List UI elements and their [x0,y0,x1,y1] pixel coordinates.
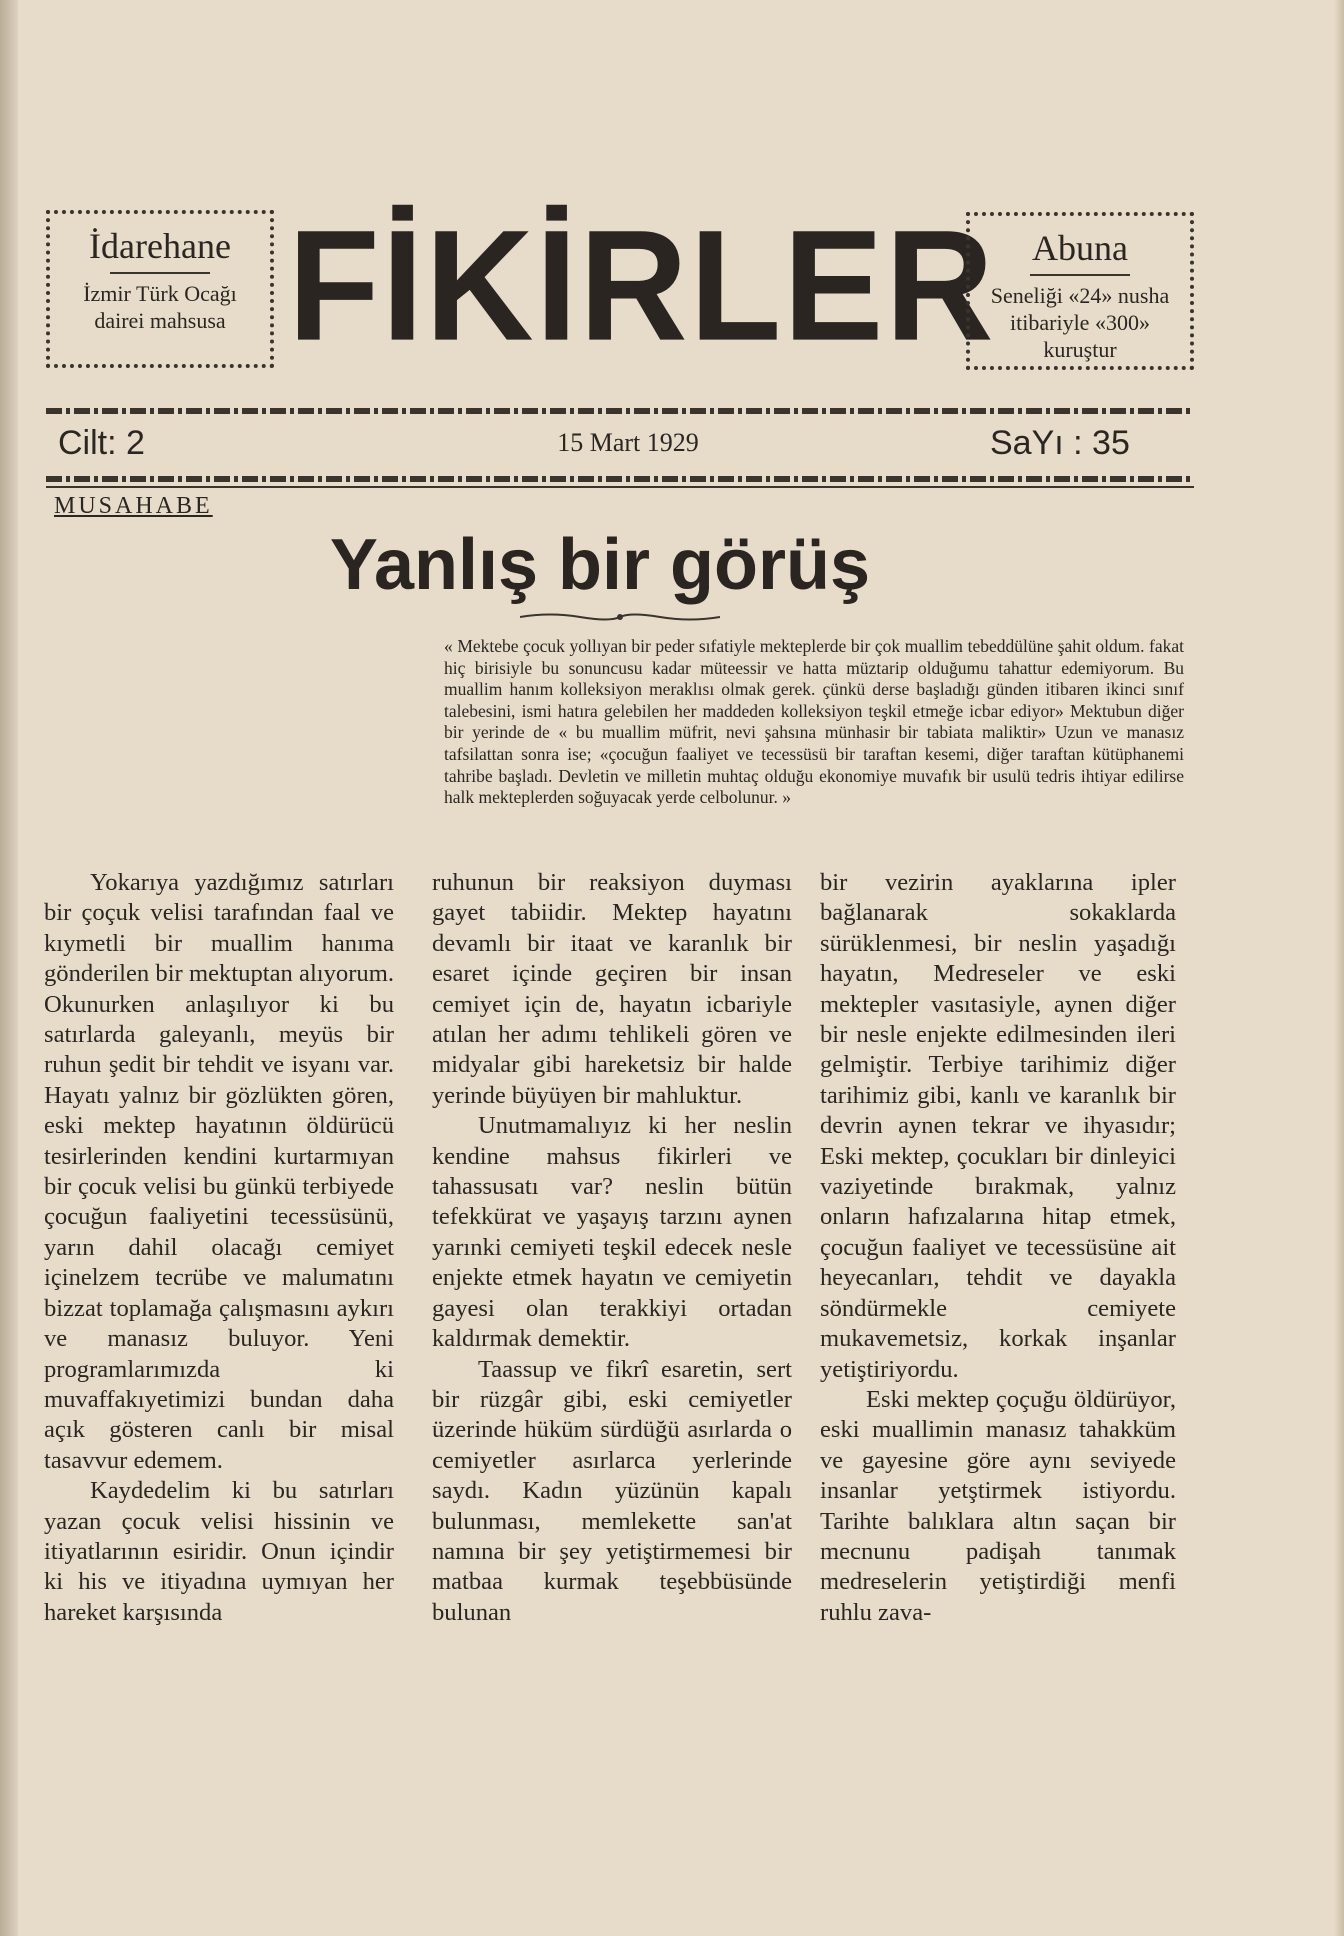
paragraph: Unutmamalıyız ki her neslin kendine mahsus fikirleri ve tahassusatı var? neslin bütün tefekkürat ve yaşayış tarzını aynen yarınki cemiyeti teşkil edecek nesle enjekte etmek hayatın ve cemiyetin gayesi olan terakkiyi ortadan kaldırmak demektir. [432,1112,792,1353]
administration-line1: İzmir Türk Ocağı [83,281,237,306]
administration-line2: dairei mahsusa [94,308,226,333]
subscription-line1: Seneliği «24» nusha [990,283,1170,308]
paragraph: Taassup ve fikrî esaretin, sert bir rüzgâr gibi, eski cemiyetler üzerinde hüküm sürdüğü asırlarda o cemiyetler asırlarca yerlerinde saydı. Kadın yüzünün kapalı bulunması, memlekette san'at namına bir şey yetiştirmemesi bir matbaa kurmak teşebbüsünde bulunan [432,1355,792,1626]
thin-rule [46,486,1194,488]
flourish-ornament [520,608,720,626]
page-spine [0,0,18,1936]
article-column-3 [820,868,1176,1628]
paragraph: bir vezirin ayaklarına ipler bağlanarak sokaklarda sürüklenmesi, bir neslin yaşadığı hayatın, Medreseler ve eski mektepler vasıtasiyle, aynen diğer bir nesle enjekte edilmesinden ileri gelmiştir. Terbiye tarihimiz diğer tarihimiz gibi, kanlı ve karanlık bir devrin aynen tekrar ve ihyasıdır; Eski mektep, çocukları bir dinleyici vaziyetinde bırakmak, yalnız onların hafızalarına hitap etmek, çocuğun faaliyet ve tecessüsüne ait heyecanları, tehdit ve dayakla söndürmekle cemiyete mukavemetsiz, korkak inşanlar yetiştiriyordu. [820,869,1176,1383]
article-lead-quote: « Mektebe çocuk yollıyan bir peder sıfatiyle mekteplerde bir çok muallim tebeddülüne şahit oldum. fakat hiç birisiyle bu sonuncusu kadar müteessir ve hatta müztarip olduğumu tahattur edemiyorum. Bu muallim hanım kolleksiyon meraklısı olmak gerek. çünkü derse başladığı günden itibaren ikinci sınıf talebesini, ismi hatıra gelebilen her maddeden kolleksiyon teşkil etmeğe icbar ediyor» Mektubun diğer bir yerinde de « bu muallim müfrit, nevi şahsına münhasir bir tabiata maliktir» Uzun ve manasız tafsilattan sonra ise; «çocuğun faaliyet ve tecessüsü bir taraftan kesemi, diğer taraftan kütüphanemi tahribe başladı. Devletin ve milletin muhtaç olduğu ekonomiye muvafık bir usulü tedris ihtiyar edilirse halk mekteplerden soğuyacak yerde celbolunur. » [444,636,1184,808]
administration-title: İdarehane [89,226,231,266]
subscription-box [966,212,1194,370]
administration-box [46,210,274,368]
page-edge [1334,0,1344,1936]
paragraph: Yokarıya yazdığımız satırları bir çoçuk velisi tarafından faal ve kıymetli bir muallim hanıma gönderilen bir mektuptan alıyorum. Okunurken anlaşılıyor ki bu satırlarda galeyanlı, meyüs bir ruhun şedit bir tehdit ve isyanı var. Hayatı yalnız bir gözlükten gören, eski mektep hayatının öldürücü tesirlerinden kendini kurtarmıyan bir çocuk velisi bu günkü terbiyede çocuğun faaliyetini tecessüsünü, yarın dahil olacağı cemiyet içinelzem tecrübe ve malumatını bizzat toplamağa çalışmasını aykırı ve manasız buluyor. Yeni programlarımızda ki muvaffakıyetimizi bundan daha açık gösteren canlı bir misal tasavvur edemem. [44,869,394,1474]
bottom-ornamental-rule [46,476,1194,482]
paragraph: Eski mektep çoçuğu öldürüyor, eski muallimin manasız tahakküm ve gayesine göre aynı seviyede insanlar yetştirmek istiyordu. Tarihte balıklara altın saçan bir mecnunu padişah tanımak medreselerin yetiştirdiği menfi ruhlu zava- [820,1385,1176,1626]
subscription-line3: kuruştur [1043,337,1117,362]
box-divider [110,272,210,274]
top-ornamental-rule [46,408,1194,414]
subscription-line2: itibariyle «300» [1010,310,1150,335]
masthead-title: FİKİRLER [288,196,996,374]
box-divider [1030,274,1130,276]
volume-label: Cilt: 2 [58,424,145,462]
subscription-title: Abuna [1032,228,1128,268]
article-column-1 [44,868,394,1628]
paragraph: ruhunun bir reaksiyon duyması gayet tabiidir. Mektep hayatını devamlı bir itaat ve karanlık bir esaret içinde geçiren bir insan cemiyet için de, hayatın icbariyle atılan her adımı tehlikeli gören ve midyalar gibi hareketsiz bir halde yerinde büyüyen bir mahluktur. [432,869,792,1109]
article-title: Yanlış bir görüş [329,525,871,605]
issue-date: 15 Mart 1929 [557,428,699,457]
paragraph: Kaydedelim ki bu satırları yazan çocuk velisi hissinin ve itiyatlarının esiridir. Onun içindir ki his ve itiyadına uymıyan her hareket karşısında [44,1477,394,1626]
issue-number: SaYı : 35 [990,424,1130,462]
article-column-2 [432,868,792,1628]
section-label: MUSAHABE [54,493,213,519]
